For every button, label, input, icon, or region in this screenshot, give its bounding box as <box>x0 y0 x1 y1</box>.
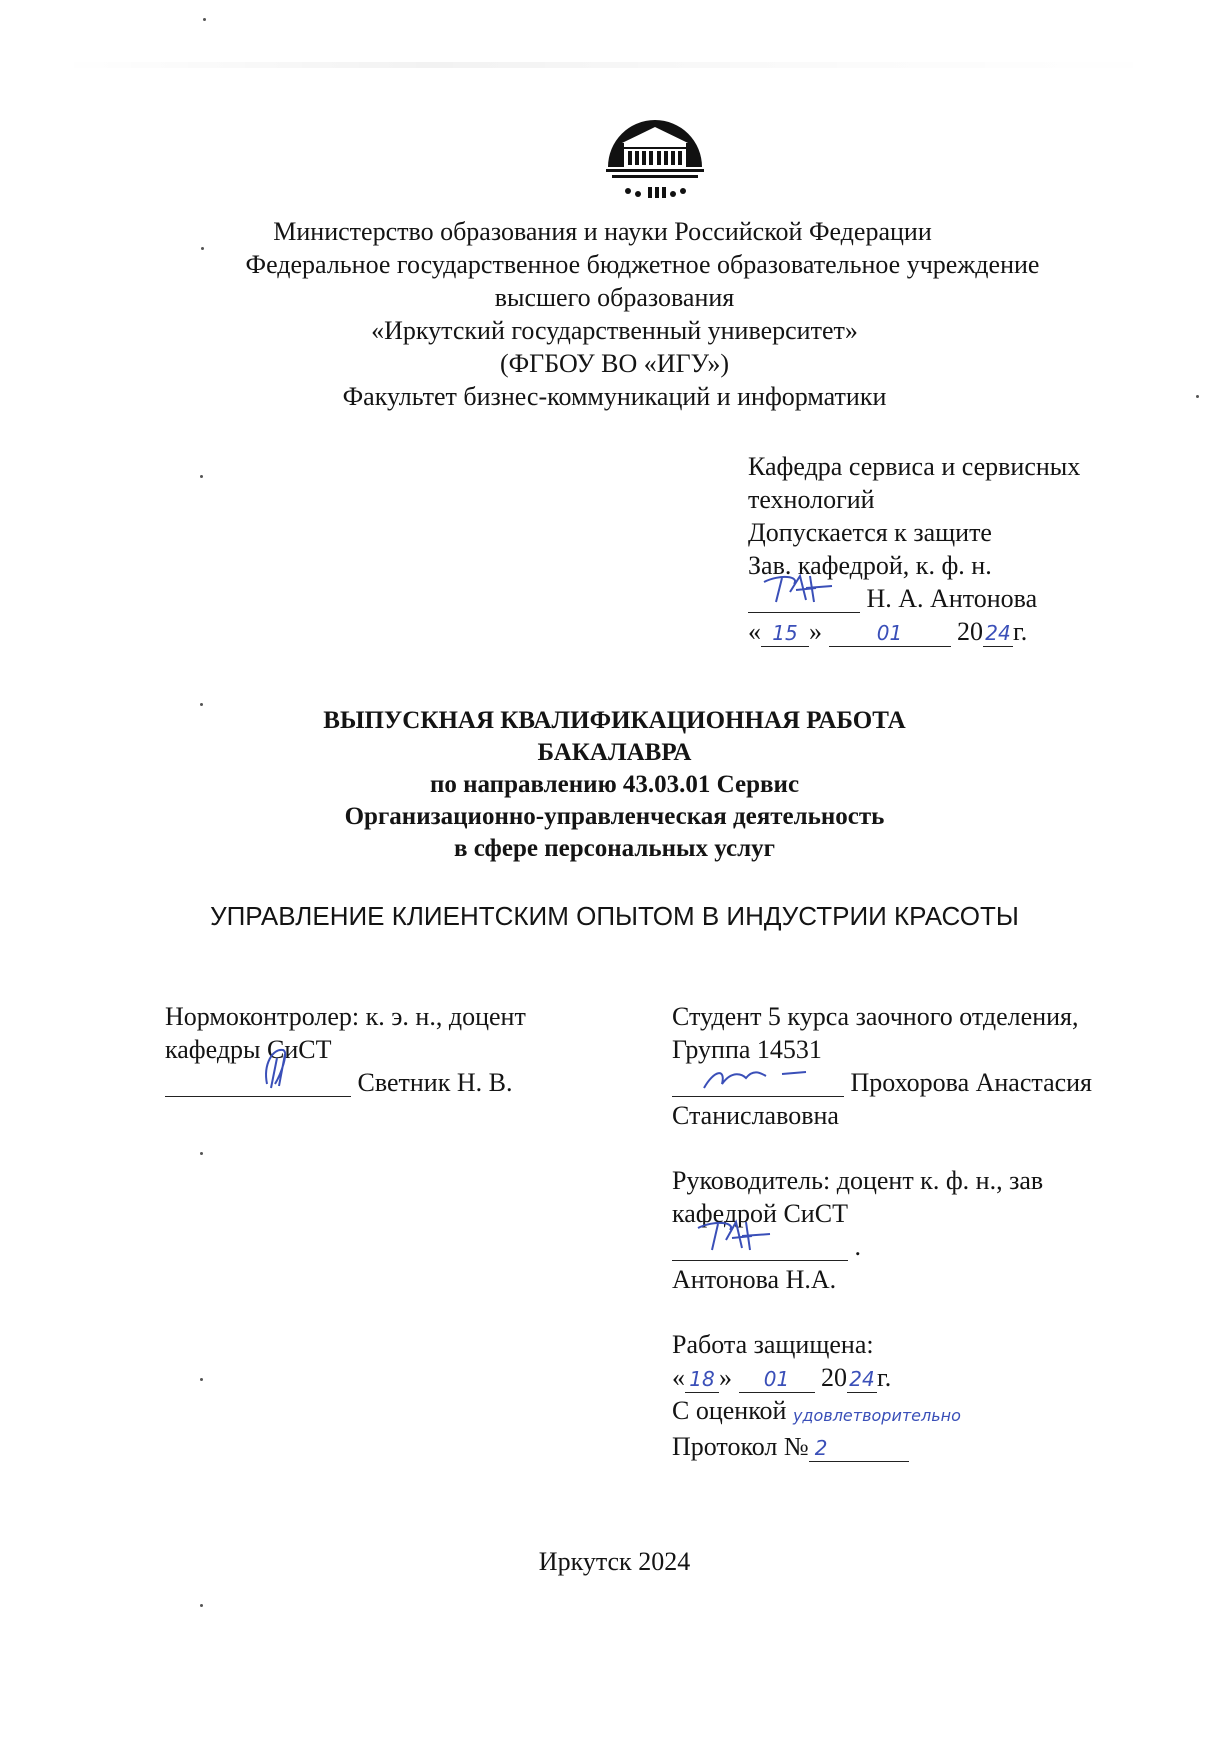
degree-line: БАКАЛАВРА <box>537 739 692 766</box>
supervisor-signature-line: . <box>672 1230 1152 1263</box>
scan-speck <box>200 475 203 478</box>
signature-field <box>748 586 860 613</box>
defense-date: « 18 » 01 20 24г. <box>672 1363 892 1392</box>
signatures-block <box>672 1000 1152 1463</box>
thesis-title-block <box>0 705 1229 865</box>
admission-label: Допускается к защите <box>748 518 992 547</box>
student-name: Прохорова Анастасия <box>850 1068 1093 1097</box>
signature-mark <box>760 572 840 606</box>
student-title: Студент 5 курса заочного отделения, <box>672 1002 1079 1031</box>
defense-month-field: 01 <box>739 1366 815 1393</box>
thesis-type-line: ВЫПУСКНАЯ КВАЛИФИКАЦИОННАЯ РАБОТА <box>323 707 906 734</box>
student-group: Группа 14531 <box>672 1035 822 1064</box>
institution-type-line: Федеральное государственное бюджетное образовательное учреждение <box>245 250 1040 279</box>
protocol-label: Протокол № <box>672 1432 809 1461</box>
direction-line: по направлению 43.03.01 Сервис <box>429 771 800 798</box>
normcontroller-department: кафедры СиСТ <box>165 1035 332 1064</box>
defense-day-field: 18 <box>685 1366 719 1393</box>
university-abbr-line: (ФГБОУ ВО «ИГУ») <box>499 349 730 378</box>
signature-field <box>672 1234 848 1261</box>
scan-speck <box>200 1378 203 1381</box>
student-signature-line <box>672 1066 1152 1099</box>
grade-value: удовлетворительно <box>792 1406 961 1425</box>
grade-label: С оценкой <box>672 1396 787 1425</box>
supervisor-department: кафедрой СиСТ <box>672 1199 848 1228</box>
faculty-line: Факультет бизнес-коммуникаций и информатики <box>342 382 887 411</box>
scan-speck <box>203 18 206 21</box>
profile-line: Организационно-управленческая деятельность <box>344 803 885 830</box>
ministry-line: Министерство образования и науки Российской Федерации <box>273 217 932 246</box>
profile-line-2: в сфере персональных услуг <box>454 835 775 862</box>
defense-year-field: 24 <box>847 1366 877 1393</box>
scan-speck <box>200 703 203 706</box>
normcontroller-title: Нормоконтролер: к. э. н., доцент <box>165 1002 526 1031</box>
admission-day-field: 15 <box>761 620 809 647</box>
scan-speck <box>200 1604 203 1607</box>
student-name-cont: Станиславовна <box>672 1101 839 1130</box>
signature-mark <box>702 1060 812 1094</box>
defense-label: Работа защищена: <box>672 1330 874 1359</box>
university-emblem <box>600 105 710 205</box>
admission-block <box>748 450 1168 648</box>
department-head-title: Зав. кафедрой, к. ф. н. <box>748 551 992 580</box>
normcontroller-block <box>165 1000 595 1099</box>
admission-month-field: 01 <box>829 620 951 647</box>
normcontroller-name: Светник Н. В. <box>357 1068 513 1097</box>
department-line-2: технологий <box>748 485 875 514</box>
university-name-line: «Иркутский государственный университет» <box>371 316 858 345</box>
grade-line <box>672 1394 1152 1430</box>
scan-artifact <box>60 62 1170 68</box>
supervisor-name: Антонова Н.А. <box>672 1265 837 1294</box>
supervisor-title: Руководитель: доцент к. ф. н., зав <box>672 1166 1044 1195</box>
normcontroller-signature-line <box>165 1066 595 1099</box>
admission-date: « 15 » 01 20 24г. <box>748 617 1028 646</box>
signature-field <box>672 1070 844 1097</box>
thesis-topic: УПРАВЛЕНИЕ КЛИЕНТСКИМ ОПЫТОМ В ИНДУСТРИИ КРАСОТЫ <box>210 901 1019 931</box>
admission-year-field: 24 <box>983 620 1013 647</box>
signature-field <box>165 1070 351 1097</box>
city-year: Иркутск 2024 <box>538 1547 691 1576</box>
protocol-number-field: 2 <box>809 1435 909 1462</box>
education-level-line: высшего образования <box>494 283 735 312</box>
scan-speck <box>200 1152 203 1155</box>
institution-header <box>0 215 1229 413</box>
department-head-name: Н. А. Антонова <box>866 584 1038 613</box>
signature-mark <box>253 1044 303 1090</box>
protocol-line <box>672 1430 1152 1463</box>
scan-speck <box>201 247 204 250</box>
scan-speck <box>1196 395 1199 398</box>
department-line: Кафедра сервиса и сервисных <box>748 452 1081 481</box>
signature-mark <box>694 1218 778 1254</box>
department-head-signature-line <box>748 582 1168 615</box>
